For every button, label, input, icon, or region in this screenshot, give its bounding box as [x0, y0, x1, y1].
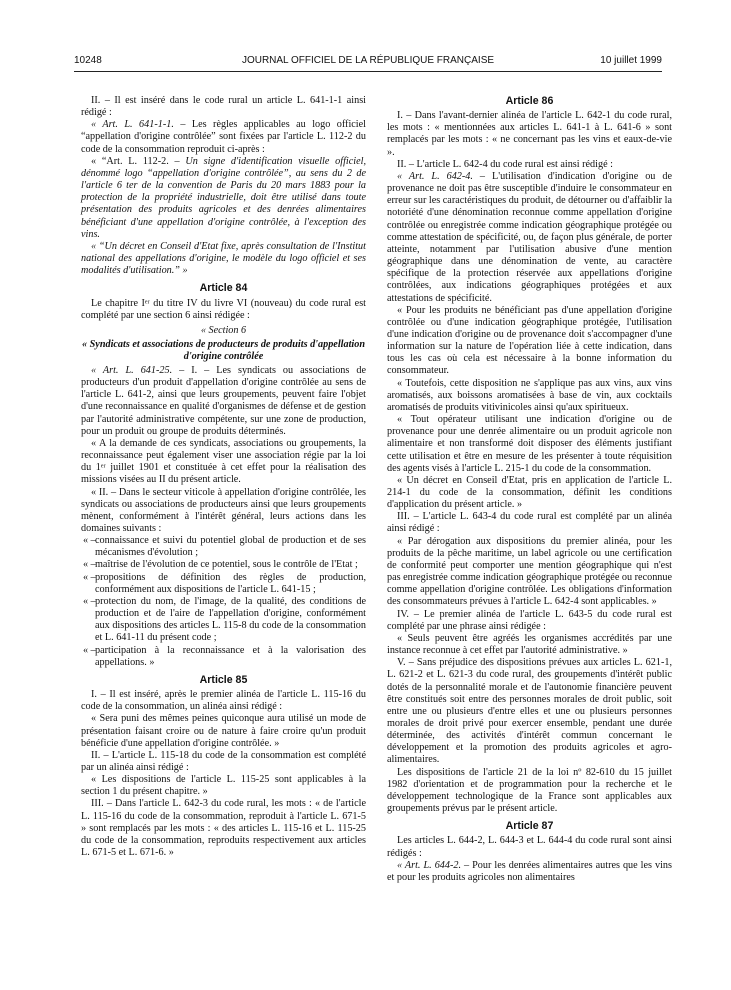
- list-dash: « –: [83, 535, 96, 547]
- list-item: « – protection du nom, de l'image, de la qualité, des conditions de production et de l'aire de l'appellation d'origine, conformément aux dispositions des articles L. 115-8 du code de la consommation et L. 641-11 du présent code ;: [83, 595, 366, 644]
- paragraph: II. – Il est inséré dans le code rural un article L. 641-1-1 ainsi rédigé :: [81, 95, 366, 119]
- list-item: « – propositions de définition des règles de production, conformément aux dispositions de l'article L. 641-15 ;: [83, 571, 366, 595]
- paragraph: III. – L'article L. 643-4 du code rural est complété par un alinéa ainsi rédigé :: [387, 511, 672, 535]
- paragraph: « Art. L. 641-25. – I. – Les syndicats ou associations de producteurs d'un produit d'appellation d'origine contrôlée au sens de l'article L. 641-2, ainsi que leurs groupements, peuvent faire l'objet d'une reconnaissance en qualité d'organismes de défense et de gestion par l'autorité administrative compétente, sur une zone de production, pour un produit ou groupe de produits déterminés.: [81, 364, 366, 437]
- paragraph: IV. – Le premier alinéa de l'article L. 643-5 du code rural est complété par une phrase ainsi rédigée :: [387, 608, 672, 632]
- article-reference: « Art. L. 642-4.: [397, 170, 473, 182]
- article-reference: « Art. L. 644-2.: [397, 859, 462, 871]
- article-reference: « Art. L. 641-25.: [91, 364, 173, 376]
- paragraph: Les dispositions de l'article 21 de la loi nº 82-610 du 15 juillet 1982 d'orientation et de programmation pour la recherche et le développement technologique de la France sont applicables aux groupements prévus par le présent article.: [387, 766, 672, 815]
- page-number: 10248: [74, 55, 102, 66]
- paragraph: « II. – Dans le secteur viticole à appellation d'origine contrôlée, les syndicats ou associations de producteurs ainsi que leurs groupements mènent, conformément à l'intérêt général, leurs actions dans les domaines suivants :: [81, 486, 366, 534]
- paragraph: V. – Sans préjudice des dispositions prévues aux articles L. 621-1, L. 621-2 et L. 621-3 du code rural, des groupements d'intérêt public dotés de la personnalité morale et de l'autonomie financière peuvent être constitués soit entre des personnes morales de droit public, soit entre une ou plusieurs d'entre elles et une ou plusieurs personnes morales de droit privé pour exercer ensemble, pendant une durée déterminée, des activités d'intérêt commun concernant le développement et la promotion des produits agricoles et agro-alimentaires.: [387, 657, 672, 766]
- paragraph: « Tout opérateur utilisant une indication d'origine ou de provenance pour une denrée alimentaire ou un produit agricole non alimentaire et non transformé doit disposer des éléments justifiant cette utilisation et être en mesure de les présenter à toute réquisition des agents visés à l'article L. 215-1 du code de la consommation.: [387, 414, 672, 474]
- list-dash: « –: [83, 595, 96, 607]
- paragraph: Les articles L. 644-2, L. 644-3 et L. 644-4 du code rural sont ainsi rédigés :: [387, 835, 672, 859]
- paragraph: « Sera puni des mêmes peines quiconque aura utilisé un mode de présentation faisant croire ou de nature à faire croire qu'un produit bénéficie d'une appellation d'origine contrôlée. »: [81, 713, 366, 749]
- list-dash: « –: [83, 644, 96, 656]
- right-column: [387, 95, 672, 884]
- article-reference: « Art. L. 641-1-1.: [91, 119, 174, 131]
- paragraph: « Toutefois, cette disposition ne s'applique pas aux vins, aux vins aromatisés, aux boissons aromatisées à base de vin, aux cocktails aromatisés de produits vitivinicoles ainsi qu'aux spiritueux.: [387, 377, 672, 413]
- section-title: « Syndicats et associations de producteurs de produits d'appellation d'origine contrôlée: [81, 338, 365, 362]
- article-heading: Article 85: [199, 673, 248, 686]
- left-column: [81, 95, 366, 859]
- paragraph: I. – Dans l'avant-dernier alinéa de l'article L. 642-1 du code rural, les mots : « mentionnées aux articles L. 641-1 à L. 641-6 » sont remplacés par les mots : « ne concernant pas les vins et eaux-de-vie ».: [387, 110, 672, 158]
- paragraph: « Seuls peuvent être agréés les organismes accrédités par une instance reconnue à cet effet par l'autorité administrative. »: [387, 632, 672, 657]
- paragraph: Le chapitre Iᵉʳ du titre IV du livre VI (nouveau) du code rural est complété par une section 6 ainsi rédigée :: [81, 297, 366, 321]
- article-heading: Article 87: [505, 820, 554, 833]
- paragraph: « Un décret en Conseil d'Etat, pris en application de l'article L. 214-1 du code de la consommation, définit les conditions d'application du présent article. »: [387, 474, 672, 511]
- section-heading: « Section 6: [200, 324, 247, 336]
- paragraph: « Art. L. 642-4. – L'utilisation d'indication d'origine ou de provenance ne doit pas être susceptible d'induire le consommateur en erreur sur les caractéristiques du produit, de détourner ou d'affaiblir la notoriété d'une dénomination reconnue comme appellation d'origine contrôlée ou enregistrée comme indication géographique protégée ou comme attestation de spécificité, ou, de façon plus générale, de porter atteinte, notamment par l'utilisation abusive d'une mention géographique dans une dénomination de vente, au caractère spécifique de la protection réservée aux appellations d'origine contrôlées, aux indications géographiques protégées et aux attestations de spécificité.: [387, 170, 672, 304]
- list-item: « – maîtrise de l'évolution de ce potentiel, sous le contrôle de l'Etat ;: [83, 559, 358, 571]
- paragraph: I. – Il est inséré, après le premier alinéa de l'article L. 115-16 du code de la consommation, un alinéa ainsi rédigé :: [81, 689, 366, 713]
- list-item: « – participation à la reconnaissance et à la valorisation des appellations. »: [83, 644, 366, 668]
- article-heading: Article 84: [199, 282, 248, 295]
- paragraph: « Art. L. 641-1-1. – Les règles applicables au logo officiel “appellation d'origine contrôlée” sont fixées par l'article L. 112-2 du code de la consommation reproduit ci-après :: [81, 119, 366, 155]
- paragraph: « “Un décret en Conseil d'Etat fixe, après consultation de l'Institut national des appellations d'origine, le modèle du logo officiel et ses modalités d'utilisation.” »: [81, 240, 366, 277]
- issue-date: 10 juillet 1999: [600, 55, 662, 66]
- paragraph: « Par dérogation aux dispositions du premier alinéa, pour les produits de la pêche maritime, un label agricole ou une certification de conformité peut comporter une mention géographique qui n'est pas enregistrée comme indication géographique protégée ou reconnue comme appellation d'origine contrôlée. Les obligations d'information des consommateurs prévues à l'article L. 642-4 sont applicables. »: [387, 535, 672, 608]
- paragraph: « A la demande de ces syndicats, associations ou groupements, la reconnaissance peut également viser une association régie par la loi du 1ᵉʳ juillet 1901 et constituée à cet effet pour la réalisation des missions visées au II du présent article.: [81, 437, 366, 486]
- paragraph: II. – L'article L. 115-18 du code de la consommation est complété par un alinéa ainsi rédigé :: [81, 749, 366, 773]
- paragraph: « Art. L. 644-2. – Pour les denrées alimentaires autres que les vins et pour les produits agricoles non alimentaires: [387, 859, 672, 883]
- list-item: « – connaissance et suivi du potentiel global de production et de ses mécanismes d'évolution ;: [83, 535, 366, 559]
- paragraph: III. – Dans l'article L. 642-3 du code rural, les mots : « de l'article L. 115-16 du code de la consommation, reproduit à l'article L. 671-5 » sont remplacés par les mots : « des articles L. 115-16 et L. 115-25 du code de la consommation, reproduits respectivement aux articles L. 671-5 et L. 671-6. »: [81, 798, 366, 859]
- paragraph: « “Art. L. 112-2. – Un signe d'identification visuelle officiel, dénommé logo “appellation d'origine contrôlée”, au sens du 2 de l'article 6 ter de la convention de Paris du 20 mars 1883 pour la protection de la propriété industrielle, doit être utilisé dans toute présentation des produits agricoles et des denrées alimentaires bénéficiant d'une appellation d'origine contrôlée, à l'exception des vins.: [81, 155, 366, 240]
- header-rule: [74, 71, 662, 72]
- page-header: [74, 55, 662, 69]
- article-heading: Article 86: [505, 95, 554, 107]
- journal-title: JOURNAL OFFICIEL DE LA RÉPUBLIQUE FRANÇAISE: [241, 55, 495, 66]
- article-reference: « “Art. L. 112-2. –: [91, 155, 180, 167]
- paragraph: « Les dispositions de l'article L. 115-25 sont applicables à la section 1 du présent chapitre. »: [81, 774, 366, 798]
- paragraph: II. – L'article L. 642-4 du code rural est ainsi rédigé :: [397, 158, 613, 170]
- list-dash: « –: [83, 559, 96, 571]
- list-dash: « –: [83, 571, 96, 583]
- paragraph: « Pour les produits ne bénéficiant pas d'une appellation d'origine contrôlée ou d'une indication géographique protégée, l'utilisation d'une indication d'origine ou de provenance doit s'accompagner d'une information sur la nature de l'opération liée à cette indication, dans tous les cas où cela est nécessaire à la bonne information du consommateur.: [387, 304, 672, 377]
